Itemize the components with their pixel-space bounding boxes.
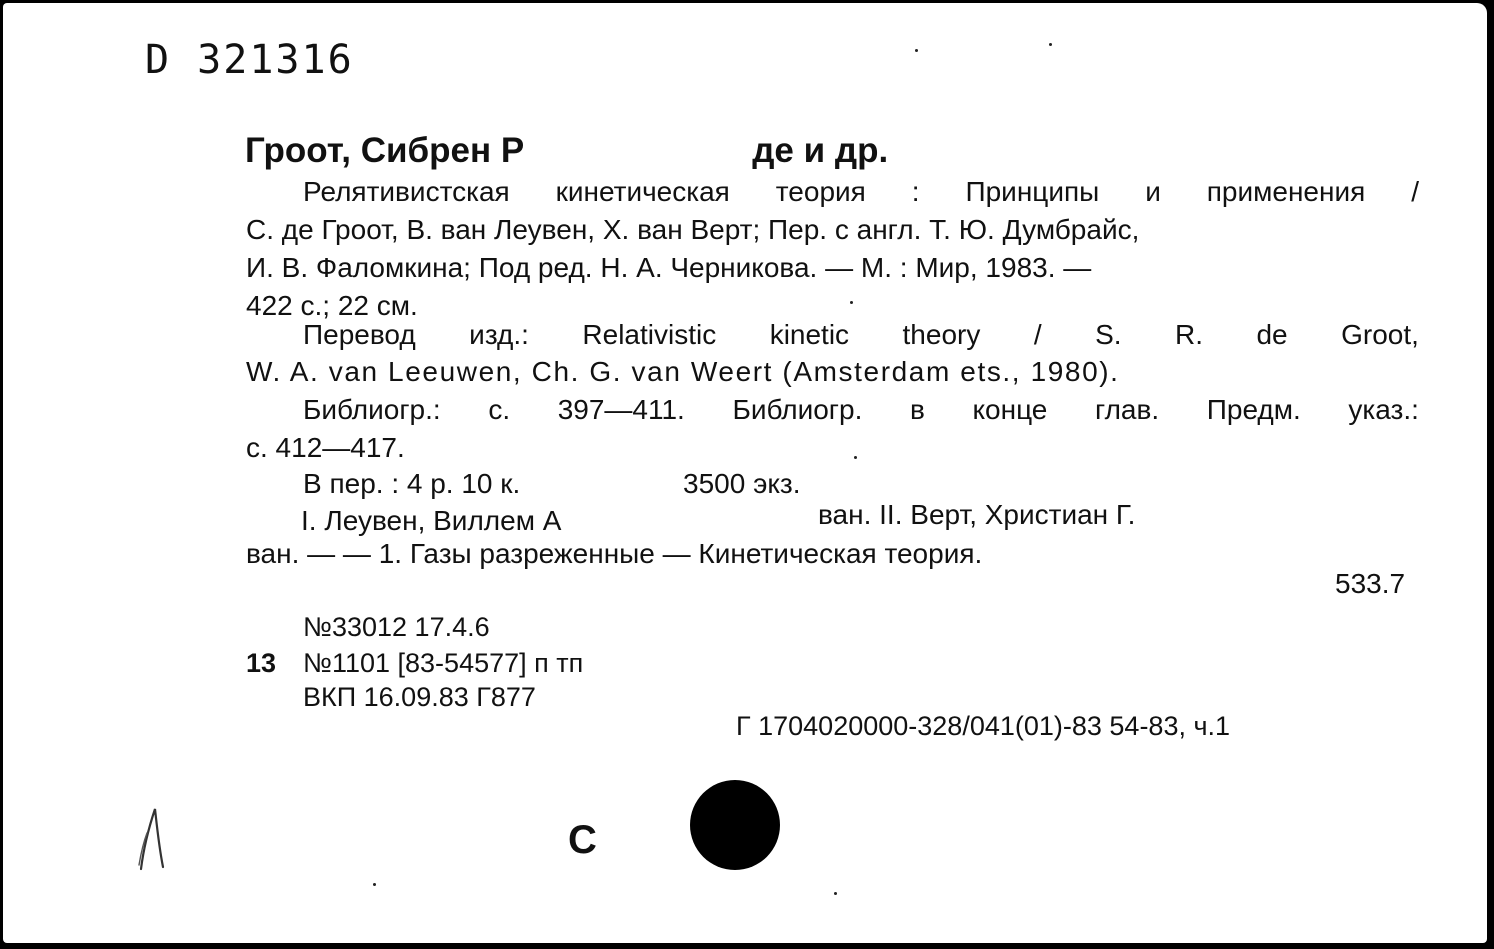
speck [854,456,857,459]
punched-dot [690,780,780,870]
author-heading [245,131,888,171]
word: : [911,176,920,207]
description-line-1 [303,178,1419,206]
catalog-card [3,3,1487,943]
word: в [909,394,925,425]
tracing-line-1-right: ван. II. Верт, Христиан Г. [818,499,1136,530]
speck [850,301,853,304]
original-title-line-2: W. A. van Leeuwen, Ch. G. van Weert (Amsterdam ets., 1980). [246,356,1120,387]
word: изд.: [469,319,529,350]
word: Перевод [303,319,416,350]
printing-line: №1101 [83-54577] п тп [303,648,584,678]
price: В пер. : 4 р. 10 к. [303,468,521,499]
description-line-2: С. де Гроот, В. ван Леувен, Х. ван Верт; Пер. с англ. Т. Ю. Думбрайс, [246,214,1140,245]
bibliography-line-2: с. 412—417. [246,432,405,463]
call-number: D 321316 [145,37,354,83]
speck [373,883,376,886]
word: / [1411,176,1419,207]
word: 397—411. [557,394,685,425]
word: с. [488,394,511,425]
word: Библиогр.: [303,394,441,425]
bkp-line: ВКП 16.09.83 Г877 [303,682,536,712]
printing-prefix: 13 [246,648,277,678]
word: указ.: [1348,394,1419,425]
tracing-line-2: ван. — — 1. Газы разреженные — Кинетическая теория. [246,538,983,569]
word: theory [902,319,981,350]
word: / [1033,319,1042,350]
word: Релятивистская [303,176,510,207]
word: Предм. [1206,394,1301,425]
author-suffix: де и др. [752,131,889,170]
word: de [1256,319,1288,350]
word: глав. [1094,394,1160,425]
tracing-line-1-left: I. Леувен, Виллем А [301,505,562,536]
order-number: №33012 17.4.6 [303,612,490,642]
word: Groot, [1341,319,1419,350]
word: kinetic [769,319,850,350]
word: Relativistic [582,319,717,350]
letter-c: С [568,818,597,862]
word: R. [1175,319,1204,350]
word: и [1145,176,1161,207]
bibliography-line-1 [303,396,1419,424]
description-line-4: 422 с.; 22 см. [246,290,418,321]
copies: 3500 экз. [683,468,801,499]
speck [1049,43,1052,46]
word: применения [1206,176,1366,207]
word: теория [775,176,866,207]
word: конце [972,394,1048,425]
author-surname: Гроот, Сибрен Р [245,131,525,170]
word: S. [1095,319,1122,350]
index-line: Г 1704020000-328/041(01)-83 54-83, ч.1 [736,711,1231,741]
word: кинетическая [555,176,730,207]
speck [915,49,918,52]
udc-number: 533.7 [1335,568,1406,599]
word: Принципы [965,176,1100,207]
description-line-3: И. В. Фаломкина; Под ред. Н. А. Черникова. — М. : Мир, 1983. — [246,252,1092,283]
word: Библиогр. [732,394,863,425]
handwritten-mark [133,803,173,878]
speck [834,892,837,895]
original-title-line-1 [303,321,1419,349]
